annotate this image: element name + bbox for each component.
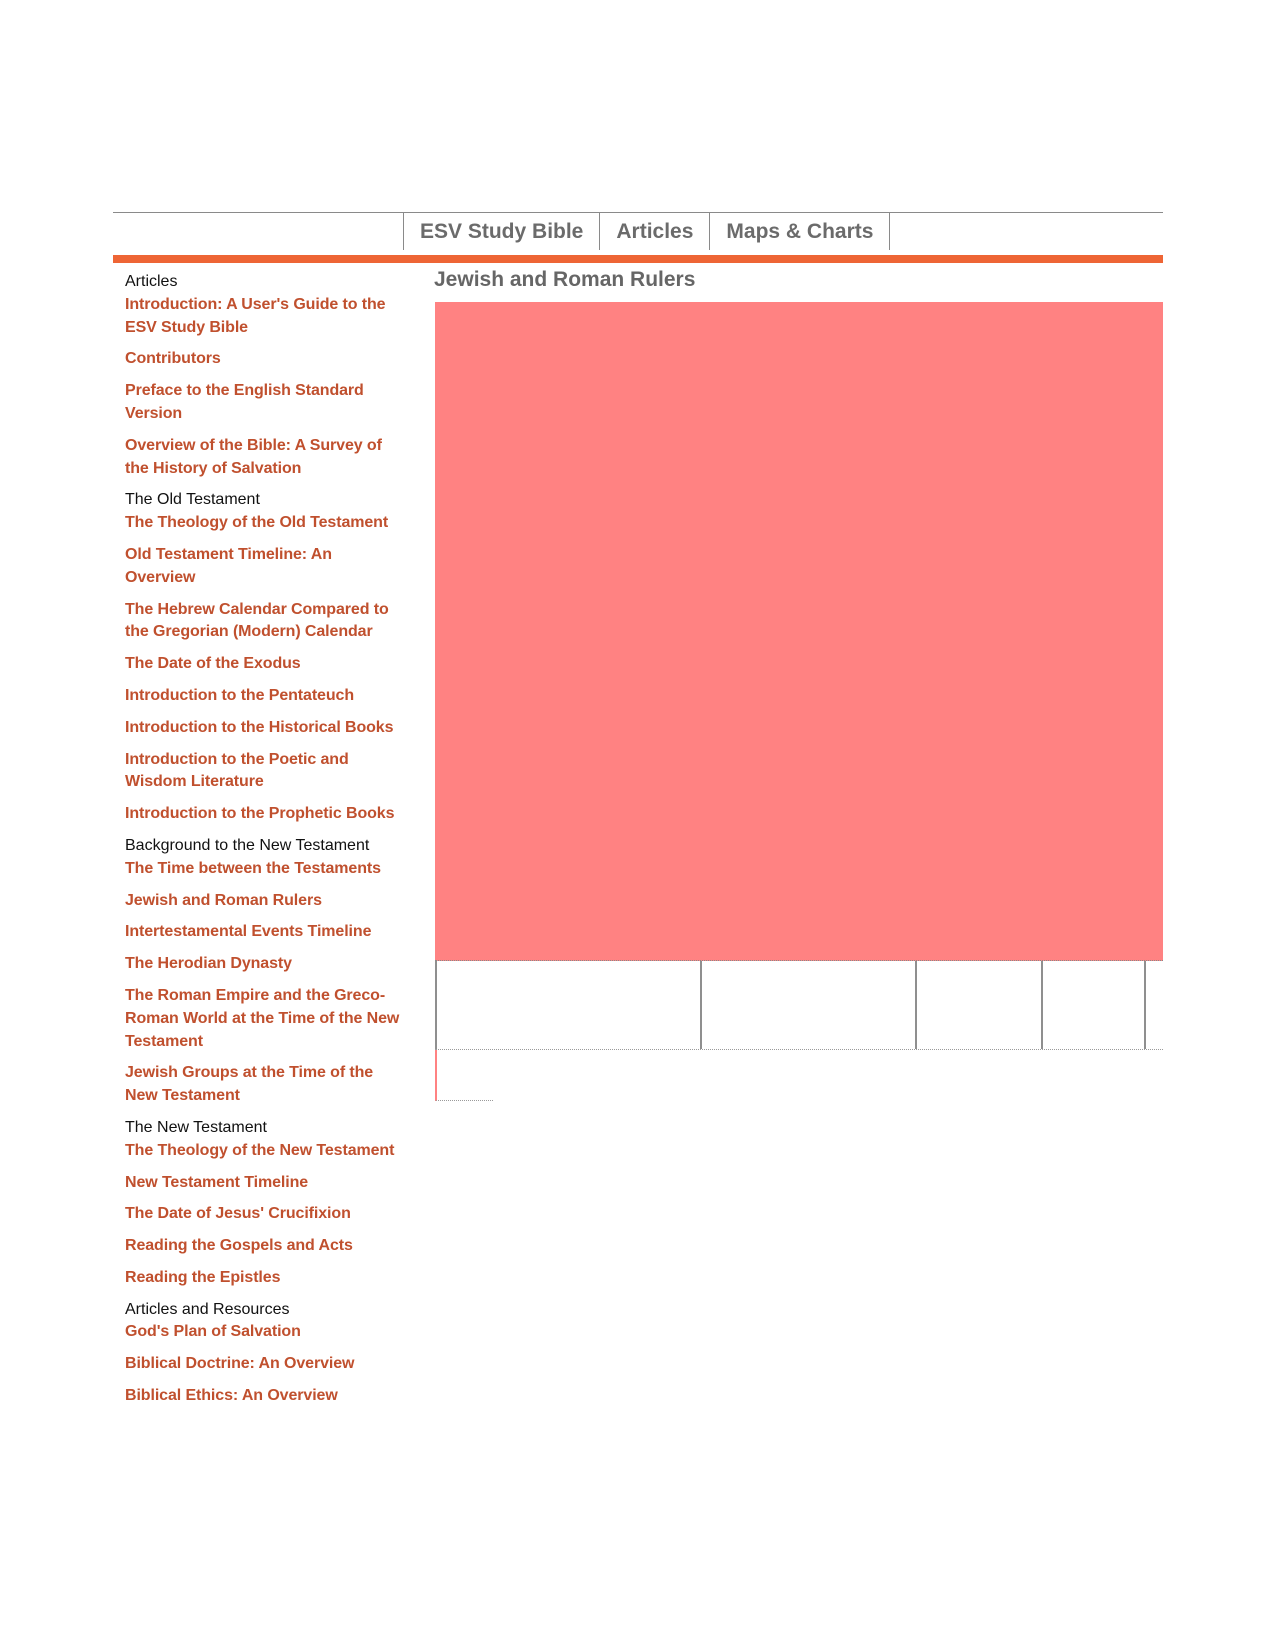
sidebar-link[interactable]: The Date of Jesus' Crucifixion: [125, 1205, 351, 1223]
sidebar-section-title: Articles: [125, 273, 178, 290]
table-cell: [1144, 961, 1146, 1049]
sidebar-link[interactable]: The Theology of the New Testament: [125, 1141, 395, 1159]
sidebar-link[interactable]: Overview of the Bible: A Survey of the History of Salvation: [125, 436, 382, 477]
top-nav: [403, 213, 890, 250]
sidebar-link-active[interactable]: Jewish and Roman Rulers: [125, 891, 322, 909]
sidebar-link[interactable]: Reading the Epistles: [125, 1268, 281, 1286]
sidebar-link[interactable]: Introduction: A User's Guide to the ESV Study Bible: [125, 295, 386, 336]
table-row: [435, 961, 1163, 1050]
table-cell: [700, 961, 702, 1049]
sidebar-link[interactable]: Introduction to the Poetic and Wisdom Literature: [125, 750, 349, 791]
table-cell: [915, 961, 917, 1049]
sidebar-link[interactable]: Biblical Doctrine: An Overview: [125, 1355, 355, 1373]
sidebar-section-title: The Old Testament: [125, 491, 260, 509]
sidebar-nav: [125, 271, 405, 1417]
table-footer-fragment: [435, 1050, 493, 1101]
sidebar-link[interactable]: The Date of the Exodus: [125, 655, 301, 673]
tab-articles[interactable]: Articles: [599, 213, 709, 250]
sidebar-link[interactable]: The Time between the Testaments: [125, 859, 381, 877]
accent-bar: [113, 255, 1163, 263]
sidebar-link[interactable]: Old Testament Timeline: An Overview: [125, 545, 332, 586]
sidebar-section-title: The New Testament: [125, 1118, 267, 1136]
tab-maps-charts[interactable]: Maps & Charts: [709, 213, 890, 250]
sidebar-link[interactable]: God's Plan of Salvation: [125, 1323, 301, 1341]
sidebar-link[interactable]: Reading the Gospels and Acts: [125, 1237, 353, 1255]
sidebar-section-title: Articles and Resources: [125, 1300, 290, 1318]
sidebar-link[interactable]: The Roman Empire and the Greco-Roman World at the Time of the New Testament: [125, 986, 400, 1050]
sidebar-link[interactable]: Intertestamental Events Timeline: [125, 923, 372, 941]
tab-esv-study-bible[interactable]: ESV Study Bible: [403, 213, 599, 250]
sidebar-link[interactable]: Preface to the English Standard Version: [125, 382, 364, 422]
sidebar-link[interactable]: Introduction to the Prophetic Books: [125, 805, 395, 823]
sidebar-link[interactable]: The Hebrew Calendar Compared to the Gregorian (Modern) Calendar: [125, 600, 389, 641]
sidebar-section-title: Background to the New Testament: [125, 836, 370, 854]
page-title: Jewish and Roman Rulers: [434, 268, 696, 291]
sidebar-link[interactable]: New Testament Timeline: [125, 1173, 309, 1191]
sidebar-link[interactable]: Jewish Groups at the Time of the New Testament: [125, 1064, 374, 1105]
sidebar-link[interactable]: Biblical Ethics: An Overview: [125, 1387, 338, 1405]
chart-image-placeholder: [435, 302, 1163, 961]
table-cell: [435, 961, 437, 1049]
table-cell: [1041, 961, 1043, 1049]
sidebar-link[interactable]: Contributors: [125, 350, 221, 368]
sidebar-link[interactable]: The Herodian Dynasty: [125, 955, 292, 973]
sidebar-link[interactable]: Introduction to the Historical Books: [125, 718, 394, 736]
sidebar-link[interactable]: Introduction to the Pentateuch: [125, 686, 354, 704]
sidebar-link[interactable]: The Theology of the Old Testament: [125, 514, 389, 532]
